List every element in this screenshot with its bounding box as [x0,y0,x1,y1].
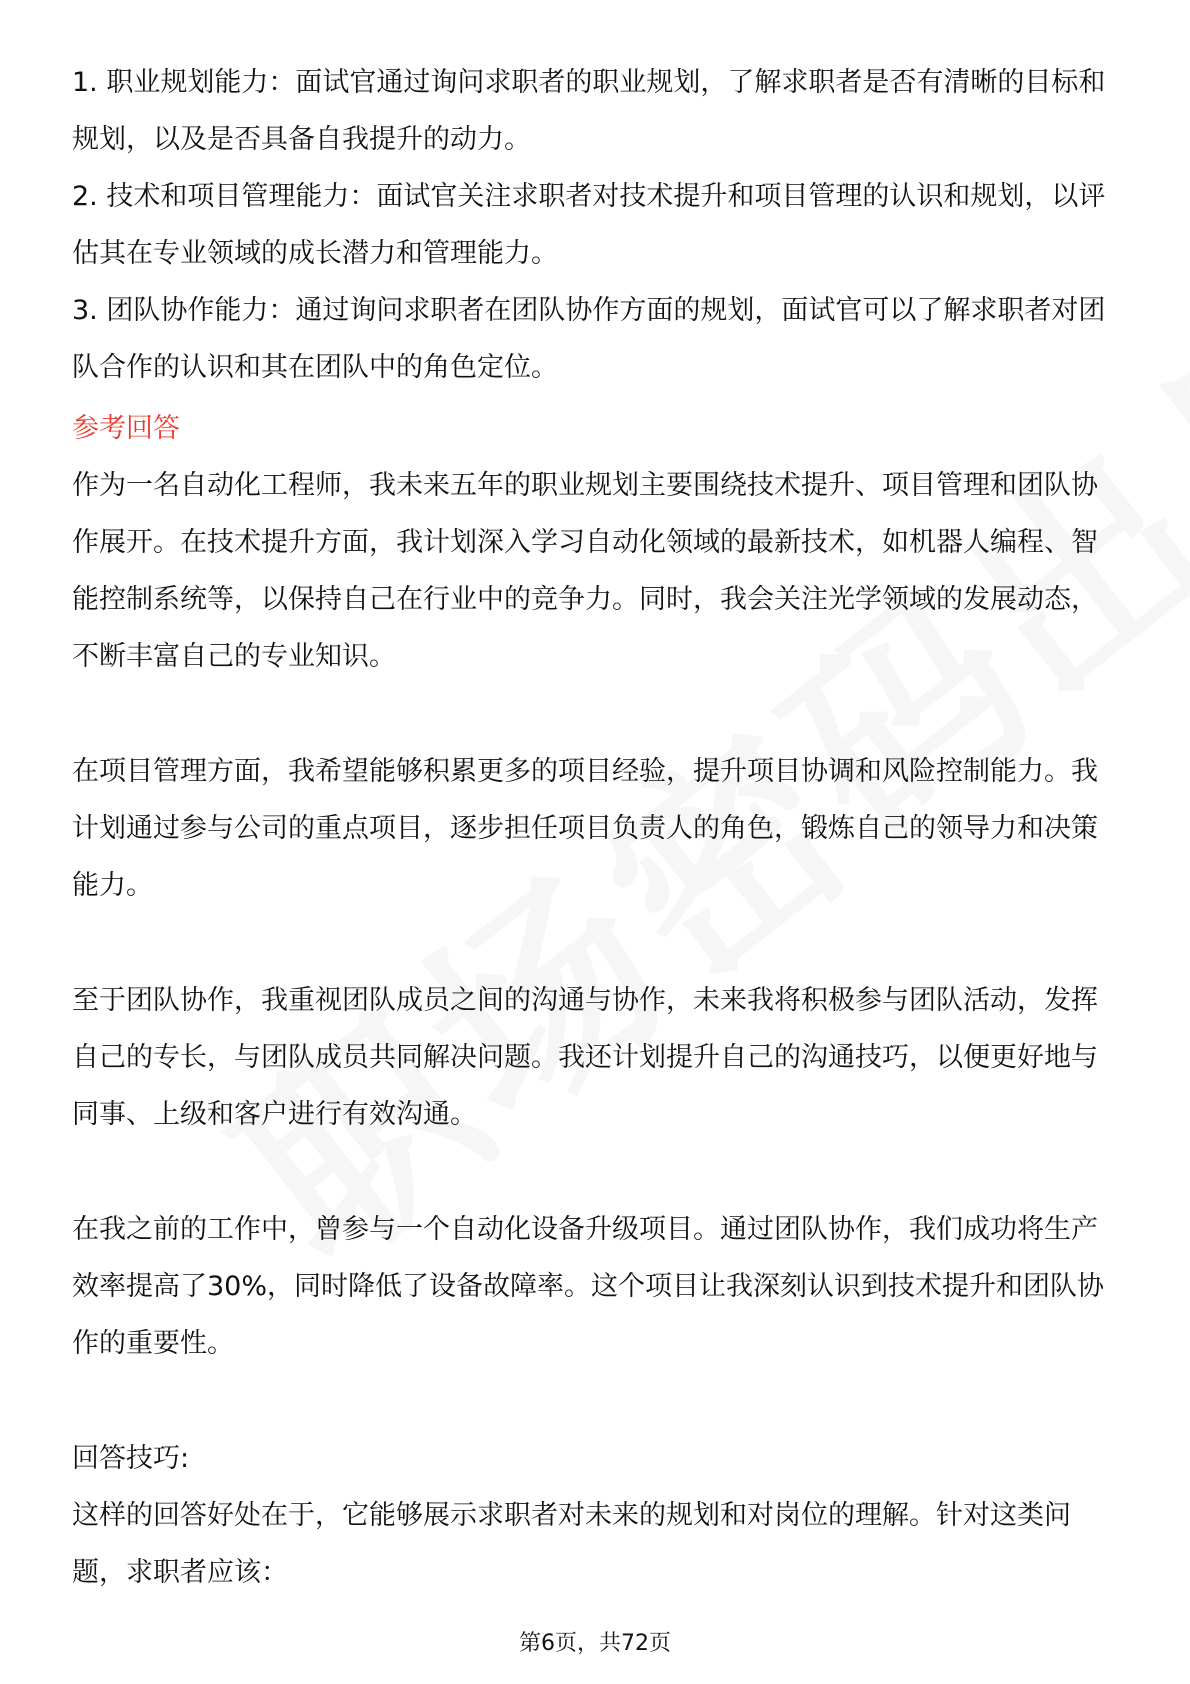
paragraph-spacer [72,914,1122,972]
point-1: 1. 职业规划能力：面试官通过询问求职者的职业规划，了解求职者是否有清晰的目标和规划，以及是否具备自我提升的动力。 [72,67,1106,155]
paragraph-spacer [72,1372,1122,1430]
answer-paragraph-4: 在我之前的工作中，曾参与一个自动化设备升级项目。通过团队协作，我们成功将生产效率提高了30%，同时降低了设备故障率。这个项目让我深刻认识到技术提升和团队协作的重要性。 [72,1214,1105,1359]
page-number: 第6页，共72页 [519,1631,671,1656]
tips-heading: 回答技巧: [72,1443,190,1474]
answer-paragraph-1: 作为一名自动化工程师，我未来五年的职业规划主要围绕技术提升、项目管理和团队协作展开。在技术提升方面，我计划深入学习自动化领域的最新技术，如机器人编程、智能控制系统等，以保持自己在行业中的竞争力。同时，我会关注光学领域的发展动态，不断丰富自己的专业知识。 [72,470,1098,672]
point-2: 2. 技术和项目管理能力：面试官关注求职者对技术提升和项目管理的认识和规划，以评估其在专业领域的成长潜力和管理能力。 [72,181,1106,269]
point-3: 3. 团队协作能力：通过询问求职者在团队协作方面的规划，面试官可以了解求职者对团队合作的认识和其在团队中的角色定位。 [72,295,1106,383]
document-body [72,54,1122,1601]
reference-answer-heading: 参考回答 [72,413,180,444]
tips-text: 这样的回答好处在于，它能够展示求职者对未来的规划和对岗位的理解。针对这类问题，求职者应该： [72,1500,1071,1588]
answer-paragraph-2: 在项目管理方面，我希望能够积累更多的项目经验，提升项目协调和风险控制能力。我计划通过参与公司的重点项目，逐步担任项目负责人的角色，锻炼自己的领导力和决策能力。 [72,756,1098,901]
paragraph-spacer [72,1143,1122,1201]
answer-paragraph-3: 至于团队协作，我重视团队成员之间的沟通与协作，未来我将积极参与团队活动，发挥自己的专长，与团队成员共同解决问题。我还计划提升自己的沟通技巧，以便更好地与同事、上级和客户进行有效沟通。 [72,985,1098,1130]
paragraph-spacer [72,685,1122,743]
